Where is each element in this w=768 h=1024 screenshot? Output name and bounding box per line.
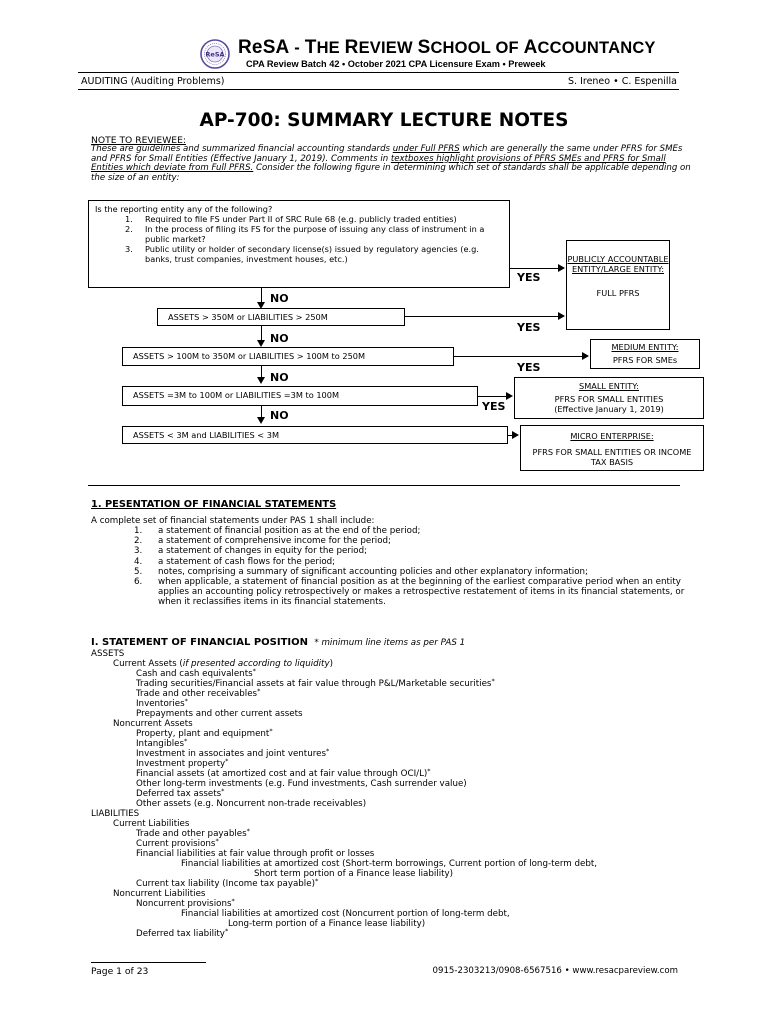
arrow-down-icon bbox=[257, 377, 265, 384]
criteria-num: 2. bbox=[125, 224, 133, 234]
star: * bbox=[325, 747, 330, 755]
list-num: 6. bbox=[134, 577, 143, 588]
yes-label: YES bbox=[482, 400, 506, 413]
line-text: Intangibles bbox=[136, 739, 185, 749]
section-title: 1. PESENTATION OF FINANCIAL STATEMENTS bbox=[91, 499, 337, 510]
sfp-line bbox=[136, 829, 250, 839]
section-intro: A complete set of financial statements under PAS 1 shall include: bbox=[91, 516, 375, 526]
list-num: 2. bbox=[134, 536, 143, 547]
list-item bbox=[134, 577, 694, 608]
arrow-right-icon bbox=[558, 264, 565, 272]
arrow-down-icon bbox=[257, 340, 265, 347]
result-title: PUBLICLY ACCOUNTABLE ENTITY/LARGE ENTITY: bbox=[567, 254, 669, 274]
title-sc: CCOUNTANCY bbox=[537, 39, 656, 57]
list-text: notes, comprising a summary of significant accounting policies and other explanatory information; bbox=[158, 566, 588, 577]
flow-connector bbox=[478, 396, 508, 397]
criteria-num: 3. bbox=[125, 244, 133, 254]
title-sc: EVIEW bbox=[358, 39, 418, 57]
list-text: a statement of changes in equity for the period; bbox=[158, 546, 368, 557]
star: * bbox=[231, 897, 235, 905]
flow-criterion: Required to file FS under Part II of SRC Rule 68 (e.g. publicly traded entities) bbox=[145, 214, 457, 224]
result-title: SMALL ENTITY: bbox=[579, 381, 639, 391]
title-cap: S bbox=[417, 37, 431, 58]
section-divider bbox=[88, 485, 680, 486]
note-underline: under Full PFRS bbox=[392, 144, 460, 154]
flow-condition-1: ASSETS > 350M or LIABILITIES > 250M bbox=[157, 308, 405, 326]
star: * bbox=[221, 787, 225, 795]
school-abbrev: ReSA bbox=[238, 37, 290, 58]
star: * bbox=[224, 927, 229, 935]
result-desc: PFRS FOR SMALL ENTITIES OR INCOME TAX BASIS bbox=[532, 447, 692, 467]
sfp-line bbox=[136, 779, 467, 789]
star: * bbox=[427, 767, 431, 775]
sfp-line bbox=[136, 839, 219, 849]
footer-rule bbox=[91, 962, 206, 963]
list-item bbox=[134, 526, 694, 536]
list-item bbox=[134, 567, 694, 577]
note-text: Consider the following figure in determining which set of standards shall be applicable depending on the size of an entity: bbox=[91, 163, 691, 184]
note-heading: NOTE TO REVIEWEE: bbox=[91, 135, 186, 146]
sfp-line bbox=[136, 879, 318, 889]
sfp-line: Long-term portion of a Finance lease liability) bbox=[228, 919, 426, 929]
title-sc: CHOOL OF bbox=[430, 39, 524, 57]
sfp-line bbox=[136, 759, 228, 769]
line-text: Trade and other payables bbox=[136, 829, 247, 839]
sfp-heading bbox=[91, 637, 465, 648]
line-text: Current provisions bbox=[136, 839, 216, 849]
star: * bbox=[184, 737, 188, 745]
arrow-right-icon bbox=[506, 392, 513, 400]
noncurrent-assets-heading: Noncurrent Assets bbox=[113, 719, 193, 729]
flow-criterion: Public utility or holder of secondary license(s) issued by regulatory agencies (e.g. banks, trust companies, investment houses, etc.) bbox=[145, 244, 479, 264]
result-small-entity bbox=[514, 377, 704, 419]
ca-note: if presented according to liquidity bbox=[182, 659, 330, 669]
ca-close: ) bbox=[329, 659, 333, 669]
note-text: which are generally the same under PFRS for SMEs and PFRS for Small Entities (Effective January 1, 2019). Comments in bbox=[91, 144, 683, 164]
star: * bbox=[257, 687, 261, 695]
list-num: 3. bbox=[134, 546, 143, 557]
flow-criterion: In the process of filing its FS for the purpose of issuing any class of instrument in a public market? bbox=[145, 224, 485, 244]
sfp-note: * minimum line items as per PAS 1 bbox=[314, 638, 466, 648]
result-title: MEDIUM ENTITY: bbox=[611, 342, 679, 352]
arrow-right-icon bbox=[582, 352, 589, 360]
list-text: a statement of financial position as at the end of the period; bbox=[158, 526, 421, 536]
fs-components-list bbox=[134, 526, 694, 608]
flow-question-box bbox=[88, 200, 510, 288]
criteria-num: 1. bbox=[125, 214, 133, 224]
yes-label: YES bbox=[517, 361, 541, 374]
line-text: Investment property bbox=[136, 759, 226, 769]
line-text: Financial assets (at amortized cost and at fair value through OCI/L) bbox=[136, 769, 428, 779]
list-text: a statement of cash flows for the period; bbox=[158, 556, 336, 567]
header-subtitle: CPA Review Batch 42 • October 2021 CPA Licensure Exam • Preweek bbox=[246, 59, 546, 69]
sfp-line bbox=[136, 799, 366, 809]
arrow-down-icon bbox=[257, 417, 265, 424]
sfp-line: Financial liabilities at amortized cost (Short-term borrowings, Current portion of long-term debt, bbox=[181, 859, 598, 869]
star: * bbox=[252, 667, 256, 675]
sfp-line bbox=[136, 679, 495, 689]
note-body bbox=[91, 145, 691, 184]
line-text: Cash and cash equivalents bbox=[136, 669, 253, 679]
page-number: Page 1 of 23 bbox=[91, 966, 149, 977]
list-text: a statement of comprehensive income for the period; bbox=[158, 536, 391, 547]
line-text: Other assets (e.g. Noncurrent non-trade receivables) bbox=[136, 799, 367, 809]
flow-connector bbox=[405, 316, 560, 317]
result-medium-entity bbox=[590, 339, 700, 369]
no-label: NO bbox=[270, 292, 289, 305]
sfp-line bbox=[136, 729, 273, 739]
flow-condition-4: ASSETS < 3M and LIABILITIES < 3M bbox=[122, 426, 508, 444]
result-desc: PFRS FOR SMALL ENTITIES (Effective January 1, 2019) bbox=[554, 394, 664, 414]
list-num: 4. bbox=[134, 556, 143, 567]
star: * bbox=[314, 877, 319, 885]
line-text: Financial liabilities at fair value through profit or losses bbox=[136, 849, 375, 859]
sfp-line bbox=[136, 739, 187, 749]
list-item bbox=[134, 557, 694, 567]
yes-label: YES bbox=[517, 321, 541, 334]
star: * bbox=[246, 827, 250, 835]
line-text: Other long-term investments (e.g. Fund investments, Cash surrender value) bbox=[136, 779, 467, 789]
ca-label: Current Assets ( bbox=[113, 659, 183, 669]
result-title: MICRO ENTERPRISE: bbox=[570, 431, 654, 441]
current-assets-heading bbox=[113, 659, 333, 669]
list-text: when applicable, a statement of financial position as at the beginning of the earliest comparative period when an entity applies an accounting policy retrospectively or makes a retrospective restatement of items in its financial statements, or when it reclassifies items in its financial statements. bbox=[158, 577, 685, 608]
result-large-entity bbox=[566, 240, 670, 330]
line-text: Deferred tax assets bbox=[136, 789, 222, 799]
resa-logo bbox=[200, 39, 230, 69]
sfp-line bbox=[136, 769, 431, 779]
star: * bbox=[225, 757, 229, 765]
title-cap: T bbox=[304, 37, 317, 58]
sfp-title: I. STATEMENT OF FINANCIAL POSITION bbox=[91, 637, 308, 648]
no-label: NO bbox=[270, 371, 289, 384]
header-rule-top bbox=[78, 72, 679, 73]
sfp-line bbox=[136, 689, 260, 699]
line-text: Property, plant and equipment bbox=[136, 729, 270, 739]
assets-heading: ASSETS bbox=[91, 649, 125, 659]
sfp-line bbox=[136, 929, 228, 939]
list-item bbox=[134, 536, 694, 546]
line-text: Deferred tax liability bbox=[136, 929, 225, 939]
line-text: Prepayments and other current assets bbox=[136, 709, 303, 719]
authors-label: S. Ireneo • C. Espenilla bbox=[568, 76, 677, 87]
subject-label: AUDITING (Auditing Problems) bbox=[81, 76, 225, 87]
footer-contact: 0915-2303213/0908-6567516 • www.resacpareview.com bbox=[432, 966, 678, 976]
flow-connector bbox=[510, 268, 560, 269]
title-sc: HE bbox=[316, 39, 345, 57]
sfp-line bbox=[136, 749, 329, 759]
line-text: Investment in associates and joint ventures bbox=[136, 749, 326, 759]
liabilities-heading: LIABILITIES bbox=[91, 809, 140, 819]
sfp-line bbox=[136, 669, 256, 679]
page-title: AP-700: SUMMARY LECTURE NOTES bbox=[199, 110, 569, 131]
list-num: 5. bbox=[134, 566, 143, 577]
flow-question: Is the reporting entity any of the following? bbox=[95, 204, 273, 214]
sfp-line: Short term portion of a Finance lease liability) bbox=[254, 869, 454, 879]
result-desc: FULL PFRS bbox=[596, 288, 640, 298]
no-label: NO bbox=[270, 409, 289, 422]
arrow-right-icon bbox=[512, 431, 519, 439]
line-text: Inventories bbox=[136, 699, 185, 709]
yes-label: YES bbox=[517, 271, 541, 284]
title-cap: A bbox=[523, 37, 538, 58]
line-text: Current tax liability (Income tax payable) bbox=[136, 879, 315, 889]
result-desc: PFRS FOR SMEs bbox=[612, 355, 678, 365]
sfp-line bbox=[136, 699, 188, 709]
sfp-line bbox=[136, 789, 224, 799]
title-cap: R bbox=[344, 37, 359, 58]
sfp-line: Financial liabilities at amortized cost (Noncurrent portion of long-term debt, bbox=[181, 909, 510, 919]
noncurrent-liabilities-heading: Noncurrent Liabilities bbox=[113, 889, 206, 899]
note-underline: textboxes highlight provisions of PFRS SMEs and PFRS for Small Entities which deviate from Full PFRS. bbox=[91, 153, 666, 174]
current-liabilities-heading: Current Liabilities bbox=[113, 819, 190, 829]
header-rule-bottom bbox=[78, 89, 679, 90]
sfp-line bbox=[136, 849, 374, 859]
flow-connector bbox=[454, 356, 584, 357]
sfp-line bbox=[136, 709, 303, 719]
star: * bbox=[215, 837, 219, 845]
star: * bbox=[184, 697, 188, 705]
school-name bbox=[238, 37, 656, 59]
flow-condition-2: ASSETS > 100M to 350M or LIABILITIES > 100M to 250M bbox=[122, 347, 454, 366]
sfp-line bbox=[136, 899, 235, 909]
title-dash: - bbox=[289, 39, 305, 57]
flow-condition-3: ASSETS =3M to 100M or LIABILITIES =3M to 100M bbox=[122, 386, 478, 406]
list-item bbox=[134, 546, 694, 556]
star: * bbox=[269, 727, 273, 735]
line-text: Trade and other receivables bbox=[136, 689, 258, 699]
result-micro-enterprise bbox=[520, 425, 704, 471]
note-text: These are guidelines and summarized financial accounting standards bbox=[91, 144, 393, 154]
logo-text: ReSA bbox=[205, 50, 225, 59]
arrow-right-icon bbox=[558, 312, 565, 320]
line-text: Trading securities/Financial assets at fair value through P&L/Marketable securities bbox=[136, 679, 492, 689]
list-num: 1. bbox=[134, 526, 143, 536]
line-text: Noncurrent provisions bbox=[136, 899, 232, 909]
star: * bbox=[491, 677, 495, 685]
no-label: NO bbox=[270, 332, 289, 345]
